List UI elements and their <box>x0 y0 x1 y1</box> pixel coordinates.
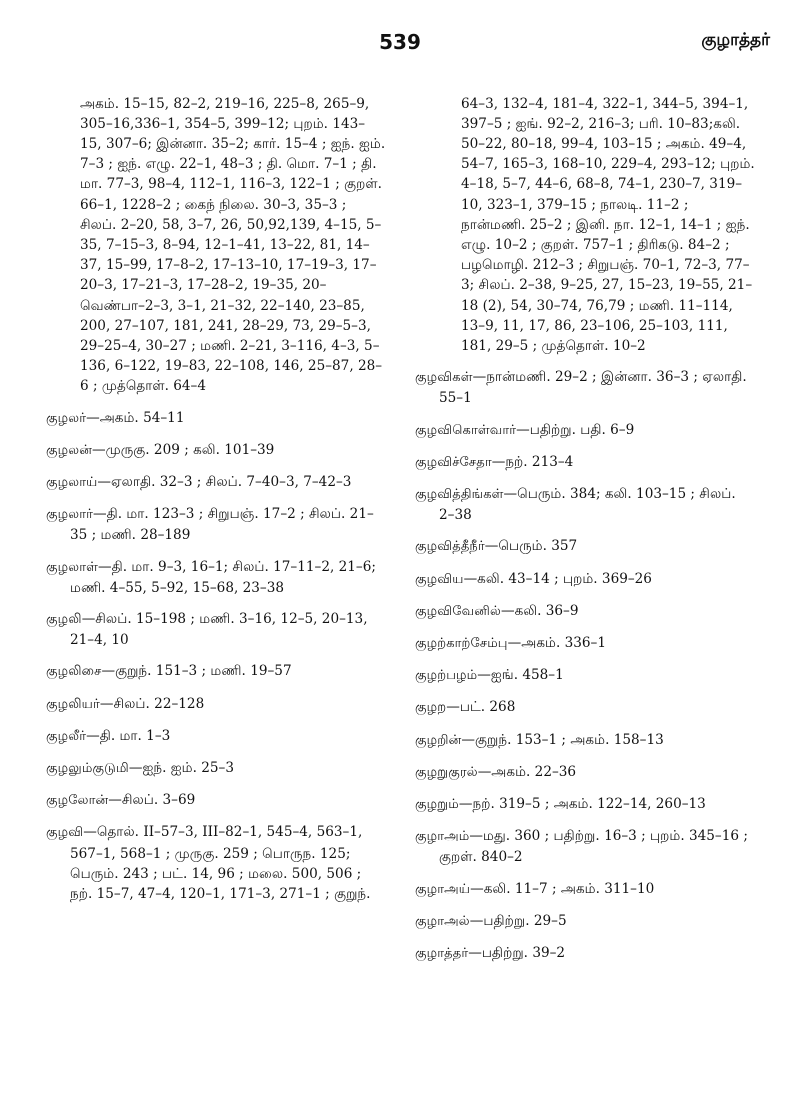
index-entry <box>415 569 755 590</box>
entry-headword: குழாஅம் <box>415 829 470 845</box>
entry-references: —குறுந். 151–3 ; மணி. 19–57 <box>101 663 292 680</box>
entry-references: —பெரும். 357 <box>484 538 578 555</box>
entry-references: —சிலப். 3–69 <box>108 792 196 809</box>
index-entry <box>46 440 386 461</box>
entry-headword: குழவி <box>46 825 84 841</box>
running-head: குழாத்தர் <box>701 30 770 50</box>
index-entry <box>415 794 755 815</box>
entry-references: —கலி. 11–7 ; அகம். 311–10 <box>470 880 655 897</box>
index-entry <box>415 665 755 686</box>
entry-headword: குழலியர் <box>46 696 100 712</box>
index-entry <box>415 730 755 751</box>
continuation-text: அகம். 15–15, 82–2, 219–16, 225–8, 265–9, 305–16,336–1, 354–5, 399–12; புறம். 143–15, 307–6; இன்னா. 35–2; கார். 15–4 ; ஐந். ஐம். 7–3 ; ஐந். எழு. 22–1, 48–3 ; தி. மொ. 7–1 ; தி. மா. 77–3, 98–4, 112–1, 116–3, 122–1 ; குறள். 66–1, 1228–2 ; கைந் நிலை. 30–3, 35–3 ; சிலப். 2–20, 58, 3–7, 26, 50,92,139, 4–15, 5–35, 7–15–3, 8–94, 12–1–41, 13–22, 81, 14–37, 15–99, 17–8–2, 17–13–10, 17–19–3, 17–20–3, 17–21–3, 17–28–2, 19–35, 20–வெண்பா–2–3, 3–1, 21–32, 22–140, 23–85, 200, 27–107, 181, 241, 28–29, 73, 29–5–3, 29–25–4, 30–27 ; மணி. 2–21, 3–116, 4–3, 5–136, 6–122, 19–83, 22–108, 146, 25–87, 28–6 ; முத்தொள். 64–4 <box>80 95 386 395</box>
entry-headword: குழாஅல் <box>415 913 470 929</box>
index-entry <box>46 822 386 904</box>
entry-references: —தொல். II–57–3, III–82–1, 545–4, 563–1, 567–1, 568–1 ; முருகு. 259 ; பொருந. 125; பெரும். 243 ; பட். 14, 96 ; மலை. 500, 506 ; நற். 15–7, 47–4, 120–1, 171–3, 271–1 ; குறுந். <box>70 824 371 903</box>
entry-references: —கலி. 43–14 ; புறம். 369–26 <box>463 570 652 587</box>
entry-headword: குழவித்திங்கள் <box>415 487 504 503</box>
index-entry <box>415 367 755 408</box>
index-entry <box>415 697 755 718</box>
entry-headword: குழற்காற்சேம்பு <box>415 636 508 652</box>
index-entry <box>415 911 755 932</box>
entry-references: —பட். 268 <box>446 699 516 716</box>
entry-headword: குழலாள் <box>46 559 98 575</box>
entry-headword: குழலும்குடுமி <box>46 761 129 777</box>
entry-headword: குழலோன் <box>46 793 109 809</box>
entry-references: —சிலப். 15–198 ; மணி. 3–16, 12–5, 20–13, 21–4, 10 <box>70 611 368 649</box>
entry-references: —ஏலாதி. 32–3 ; சிலப். 7–40–3, 7–42–3 <box>97 474 352 491</box>
entry-references: —பதிற்று. 29–5 <box>469 912 567 929</box>
index-entry <box>46 790 386 811</box>
entry-headword: குழறுகுரல் <box>415 764 478 780</box>
entry-headword: குழறின் <box>415 732 462 748</box>
index-entry <box>415 762 755 783</box>
index-entry <box>415 826 755 867</box>
index-entry <box>46 758 386 779</box>
index-entry <box>415 536 755 557</box>
page-number: 539 <box>379 30 421 54</box>
entry-headword: குழலார் <box>46 507 93 523</box>
entry-headword: குழாஅய் <box>415 881 471 897</box>
index-entry <box>46 694 386 715</box>
index-entry <box>415 420 755 441</box>
index-entry <box>415 633 755 654</box>
entry-headword: குழறும் <box>415 797 459 813</box>
index-entry <box>46 472 386 493</box>
entry-headword: குழலாய் <box>46 475 98 491</box>
entry-references: —தி. மா. 123–3 ; சிறுபஞ். 17–2 ; சிலப். 21–35 ; மணி. 28–189 <box>70 506 374 544</box>
index-entry <box>46 557 386 598</box>
entry-references: —கலி. 36–9 <box>500 602 579 619</box>
continuation-text: 64–3, 132–4, 181–4, 322–1, 344–5, 394–1, 397–5 ; ஐங். 92–2, 216–3; பரி. 10–83;கலி. 50–22, 80–18, 99–4, 103–15 ; அகம். 49–4, 54–7, 165–3, 168–10, 229–4, 293–12; புறம். 4–18, 5–7, 44–6, 68–8, 74–1, 230–7, 319–10, 323–1, 379–15 ; நாலடி. 11–2 ; நான்மணி. 25–2 ; இனி. நா. 12–1, 14–1 ; ஐந். எழு. 10–2 ; குறள். 757–1 ; திரிகடு. 84–2 ; பழமொழி. 212–3 ; சிறுபஞ். 70–1, 72–3, 77–3; சிலப். 2–38, 9–25, 27, 15–23, 19–55, 21–18 (2), 54, 30–74, 76,79 ; மணி. 11–114, 13–9, 11, 17, 86, 23–106, 25–103, 111, 181, 29–5 ; முத்தொள். 10–2 <box>461 95 755 355</box>
entry-headword: குழலீர் <box>46 728 87 744</box>
entry-references: —அகம். 336–1 <box>507 635 606 652</box>
index-entry <box>415 484 755 525</box>
entry-references: —தி. மா. 1–3 <box>86 727 171 744</box>
index-entry <box>46 504 386 545</box>
entry-references: —பதிற்று. பதி. 6–9 <box>516 421 635 438</box>
index-entry <box>415 601 755 622</box>
index-entry <box>415 943 755 964</box>
entry-headword: குழற <box>415 700 447 716</box>
entry-headword: குழவிகொள்வார் <box>415 422 517 438</box>
entry-references: —நற். 319–5 ; அகம். 122–14, 260–13 <box>458 796 706 813</box>
entry-headword: குழலன் <box>46 442 92 458</box>
left-column <box>46 80 386 915</box>
entry-references: —முருகு. 209 ; கலி. 101–39 <box>92 441 275 458</box>
right-column <box>415 80 755 975</box>
entry-headword: குழவிய <box>415 571 464 587</box>
entry-references: —பெரும். 384; கலி. 103–15 ; சிலப். 2–38 <box>439 486 736 524</box>
index-entry <box>46 726 386 747</box>
entry-headword: குழாத்தர் <box>415 946 469 962</box>
index-entry <box>415 879 755 900</box>
entry-references: —நான்மணி. 29–2 ; இன்னா. 36–3 ; ஏலாதி. 55–1 <box>439 369 747 407</box>
entry-headword: குழவித்தீநீர் <box>415 539 485 555</box>
index-entry <box>46 609 386 650</box>
entry-headword: குழலி <box>46 612 82 628</box>
entry-references: —ஐந். ஐம். 25–3 <box>128 760 234 777</box>
entry-references: —ஐங். 458–1 <box>477 667 564 684</box>
left-entry-list <box>46 408 386 905</box>
index-entry <box>46 661 386 682</box>
entry-headword: குழவிவேனில் <box>415 603 501 619</box>
entry-headword: குழலர் <box>46 410 87 426</box>
entry-headword: குழவிகள் <box>415 370 473 386</box>
entry-headword: குழவிச்சேதா <box>415 454 492 470</box>
entry-references: —தி. மா. 9–3, 16–1; சிலப். 17–11–2, 21–6; மணி. 4–55, 5–92, 15–68, 23–38 <box>70 558 376 596</box>
entry-references: —அகம். 54–11 <box>86 409 185 426</box>
index-entry <box>415 452 755 473</box>
index-entry <box>46 408 386 429</box>
entry-headword: குழற்பழம் <box>415 668 478 684</box>
entry-references: —அகம். 22–36 <box>477 763 577 780</box>
entry-references: —மது. 360 ; பதிற்று. 16–3 ; புறம். 345–16 ; குறள். 840–2 <box>439 828 748 866</box>
entry-references: —பதிற்று. 39–2 <box>468 945 566 962</box>
entry-references: —குறுந். 153–1 ; அகம். 158–13 <box>461 731 664 748</box>
entry-references: —சிலப். 22–128 <box>99 695 205 712</box>
entry-headword: குழலிசை <box>46 664 102 680</box>
right-entry-list <box>415 367 755 964</box>
entry-references: —நற். 213–4 <box>491 453 574 470</box>
